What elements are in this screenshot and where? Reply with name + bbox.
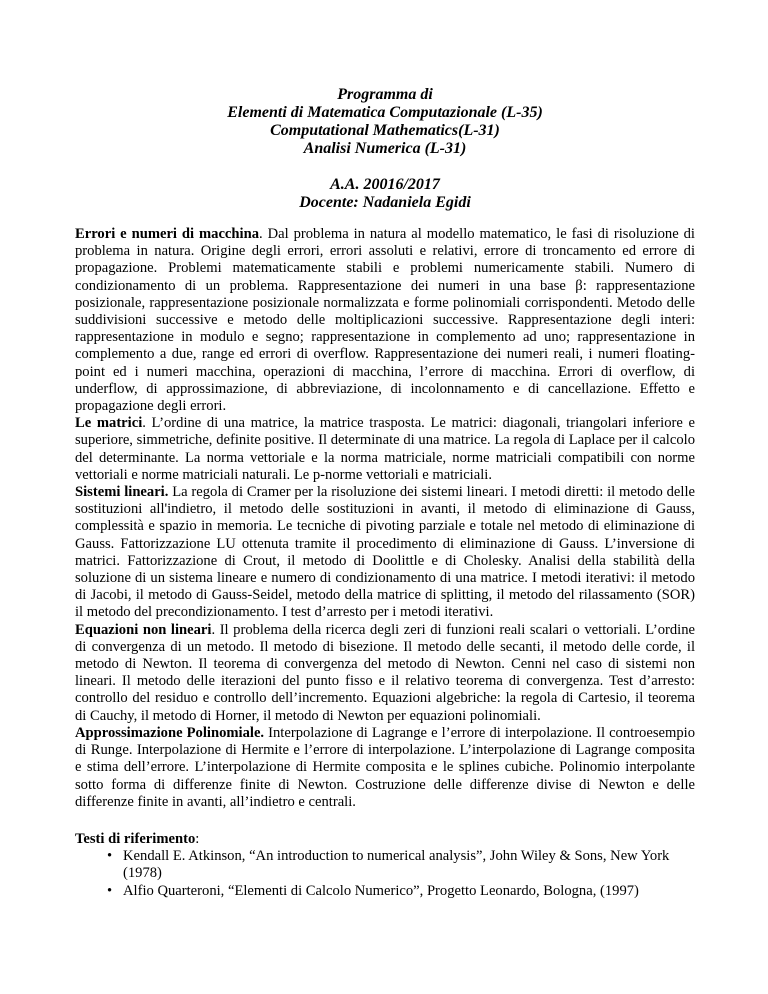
header-line-programma: Programma di — [337, 86, 433, 103]
document-header — [75, 86, 695, 212]
section-heading: Le matrici — [75, 415, 143, 432]
header-line-course-en: Computational Mathematics(L-31) — [270, 122, 500, 139]
section-text: . Dal problema in natura al modello matematico, le fasi di risoluzione di problema in natura. Origine degli errori, errori assoluti e relativi, errore di troncamento ed errore di propagazione. Problemi matematicamente stabili e problemi numericamente stabili. Numero di condizionamento di un problema. Rappresentazione dei numeri in una base β: rappresentazione posizionale, rappresentazione posizionale normalizzata e forme polinomiali corrispondenti. Metodo delle suddivisioni successive e metodo delle moltiplicazioni successive. Rappresentazione degli interi: rappresentazione in modulo e segno; rappresentazione in complemento ad uno; rappresentazione in complemento a due, range ed errori di overflow. Rappresentazione dei numeri reali, i numeri floating-point ed i numeri macchina, operazioni di macchina, l’errore di macchina. Errori di overflow, di underflow, di approssimazione, di abbreviazione, di incolonnamento e di cancellazione. Effetto e propagazione degli errori. — [75, 226, 695, 415]
section-matrici — [75, 415, 695, 484]
reference-item: • Alfio Quarteroni, “Elementi di Calcolo Numerico”, Progetto Leonardo, Bologna, (1997) — [107, 883, 695, 900]
document-page — [75, 86, 695, 900]
section-text: . Il problema della ricerca degli zeri di funzioni reali scalari o vettoriali. L’ordine di convergenza di un metodo. Il metodo di bisezione. Il metodo delle secanti, il metodo delle corde, il metodo di Newton. Il teorema di convergenza del metodo di Newton. Cenni nel caso di sistemi non lineari. Il metodo delle iterazioni del punto fisso e il relativo teorema di convergenza. Test d’arresto: controllo del residuo e controllo dell’incremento. Equazioni algebriche: la regola di Cartesio, il teorema di Cauchy, il metodo di Horner, il metodo di Newton per equazioni polinomiali. — [75, 621, 695, 724]
section-text: La regola di Cramer per la risoluzione dei sistemi lineari. I metodi diretti: il metodo delle sostituzioni all'indietro, il metodo delle sostituzioni in avanti, il metodo di eliminazione di Gauss, complessità e spazio in memoria. Le tecniche di pivoting parziale e totale nel metodo di eliminazione di Gauss. Fattorizzazione LU ottenuta tramite il procedimento di eliminazione di Gauss. L’inversione di matrici. Fattorizzazione di Crout, il metodo di Doolittle e di Cholesky. Analisi della stabilità della soluzione di un sistema lineare e numero di condizionamento di una matrice. I metodi iterativi: il metodo di Jacobi, il metodo di Gauss-Seidel, metodo della matrice di splitting, il metodo del rilassamento (SOR) il metodo del precondizionamento. I test d’arresto per i metodi iterativi. — [75, 484, 695, 621]
section-sistemi-lineari — [75, 484, 695, 622]
section-errori — [75, 226, 695, 415]
section-heading: Errori e numeri di macchina — [75, 226, 259, 242]
references-list — [75, 848, 695, 900]
section-equazioni-non-lineari — [75, 622, 695, 725]
teacher-name: Docente: Nadaniela Egidi — [299, 194, 471, 211]
section-text: . L’ordine di una matrice, la matrice trasposta. Le matrici: diagonali, triangolari inferiore e superiore, simmetriche, definite positive. Il determinate di una matrice. La regola di Laplace per il calcolo del determinante. La norma vettoriale e la norma matriciale, norme matriciali compatibili con norme vettoriali e norme matriciali naturali. Le p-norme vettoriali e matriciali. — [75, 415, 695, 483]
header-line-course-l31: Analisi Numerica (L-31) — [303, 140, 467, 157]
references-colon: : — [195, 830, 200, 847]
header-line-course-l35: Elementi di Matematica Computazionale (L-35) — [227, 104, 543, 121]
section-approssimazione — [75, 725, 695, 811]
reference-item: • Kendall E. Atkinson, “An introduction to numerical analysis”, John Wiley & Sons, New York (1978) — [107, 848, 695, 882]
syllabus-body — [75, 226, 695, 811]
section-heading: Sistemi lineari. — [75, 484, 169, 501]
academic-year: A.A. 20016/2017 — [330, 176, 440, 193]
references-title: Testi di riferimento — [75, 830, 196, 847]
section-heading: Equazioni non lineari — [75, 621, 212, 638]
section-text: Interpolazione di Lagrange e l’errore di interpolazione. Il controesempio di Runge. Interpolazione di Hermite e l’errore di interpolazione. L’interpolazione di Lagrange composita e stima dell’errore. L’interpolazione di Hermite composita e le splines cubiche. Polinomio interpolante sotto forma di differenze finite di Newton. Costruzione delle differenze divise di Newton e delle differenze finite in avanti, all’indietro e centrali. — [75, 724, 695, 810]
references — [75, 831, 695, 900]
section-heading: Approssimazione Polinomiale. — [75, 724, 265, 741]
